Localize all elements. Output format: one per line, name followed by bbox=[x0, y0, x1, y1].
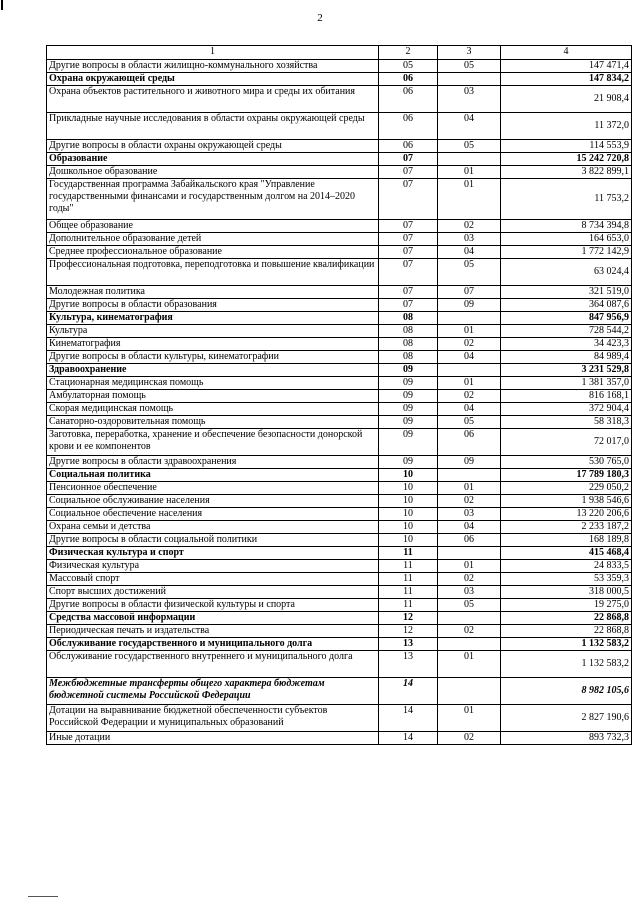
row-subsection-code: 01 bbox=[438, 482, 501, 495]
table-row-section bbox=[47, 612, 632, 625]
row-subsection-code: 05 bbox=[438, 599, 501, 612]
row-section-code: 07 bbox=[379, 220, 438, 233]
row-name: Другие вопросы в области образования bbox=[47, 299, 379, 312]
row-amount: 15 242 720,8 bbox=[501, 153, 632, 166]
row-section-code: 10 bbox=[379, 482, 438, 495]
row-section-code: 08 bbox=[379, 338, 438, 351]
row-name: Другие вопросы в области жилищно-коммунального хозяйства bbox=[47, 60, 379, 73]
row-section-code: 10 bbox=[379, 495, 438, 508]
row-amount: 34 423,3 bbox=[501, 338, 632, 351]
row-amount: 53 359,3 bbox=[501, 573, 632, 586]
row-amount: 415 468,4 bbox=[501, 547, 632, 560]
table-row bbox=[47, 86, 632, 113]
row-name: Охрана объектов растительного и животного мира и среды их обитания bbox=[47, 86, 379, 113]
table-row bbox=[47, 338, 632, 351]
row-subsection-code: 09 bbox=[438, 299, 501, 312]
table-row-section bbox=[47, 364, 632, 377]
row-name: Кинематография bbox=[47, 338, 379, 351]
table-row bbox=[47, 560, 632, 573]
row-subsection-code: 04 bbox=[438, 403, 501, 416]
row-section-code: 06 bbox=[379, 113, 438, 140]
table-row bbox=[47, 429, 632, 456]
row-section-code: 10 bbox=[379, 469, 438, 482]
table-row bbox=[47, 246, 632, 259]
row-amount: 2 827 190,6 bbox=[501, 705, 632, 732]
row-subsection-code bbox=[438, 73, 501, 86]
table-row-section bbox=[47, 73, 632, 86]
row-subsection-code: 06 bbox=[438, 429, 501, 456]
table-row bbox=[47, 456, 632, 469]
row-name: Обслуживание государственного и муниципального долга bbox=[47, 638, 379, 651]
row-amount: 24 833,5 bbox=[501, 560, 632, 573]
table-row bbox=[47, 521, 632, 534]
table-row bbox=[47, 325, 632, 338]
row-amount: 8 734 394,8 bbox=[501, 220, 632, 233]
row-section-code: 07 bbox=[379, 153, 438, 166]
row-section-code: 09 bbox=[379, 429, 438, 456]
row-name: Физическая культура и спорт bbox=[47, 547, 379, 560]
table-row bbox=[47, 179, 632, 220]
table-row-section bbox=[47, 547, 632, 560]
column-header-amount: 4 bbox=[501, 46, 632, 60]
row-amount: 164 653,0 bbox=[501, 233, 632, 246]
column-header-name: 1 bbox=[47, 46, 379, 60]
row-section-code: 07 bbox=[379, 166, 438, 179]
row-section-code: 14 bbox=[379, 678, 438, 705]
row-name: Среднее профессиональное образование bbox=[47, 246, 379, 259]
row-amount: 372 904,4 bbox=[501, 403, 632, 416]
row-name: Здравоохранение bbox=[47, 364, 379, 377]
row-subsection-code: 02 bbox=[438, 390, 501, 403]
row-name: Физическая культура bbox=[47, 560, 379, 573]
row-section-code: 11 bbox=[379, 599, 438, 612]
table-row bbox=[47, 113, 632, 140]
row-subsection-code: 09 bbox=[438, 456, 501, 469]
row-amount: 72 017,0 bbox=[501, 429, 632, 456]
row-name: Культура bbox=[47, 325, 379, 338]
table-row bbox=[47, 482, 632, 495]
table-row bbox=[47, 599, 632, 612]
table-row bbox=[47, 60, 632, 73]
row-subsection-code bbox=[438, 678, 501, 705]
table-row bbox=[47, 233, 632, 246]
row-subsection-code: 02 bbox=[438, 495, 501, 508]
row-section-code: 09 bbox=[379, 403, 438, 416]
table-row bbox=[47, 377, 632, 390]
row-name: Молодежная политика bbox=[47, 286, 379, 299]
row-subsection-code: 01 bbox=[438, 179, 501, 220]
row-subsection-code: 05 bbox=[438, 60, 501, 73]
row-name: Образование bbox=[47, 153, 379, 166]
row-section-code: 07 bbox=[379, 233, 438, 246]
row-subsection-code: 02 bbox=[438, 573, 501, 586]
row-name: Обслуживание государственного внутреннего и муниципального долга bbox=[47, 651, 379, 678]
row-name: Охрана окружающей среды bbox=[47, 73, 379, 86]
row-amount: 1 132 583,2 bbox=[501, 651, 632, 678]
row-name: Санаторно-оздоровительная помощь bbox=[47, 416, 379, 429]
row-name: Социальное обеспечение населения bbox=[47, 508, 379, 521]
row-name: Другие вопросы в области охраны окружающей среды bbox=[47, 140, 379, 153]
row-amount: 3 822 899,1 bbox=[501, 166, 632, 179]
row-amount: 318 000,5 bbox=[501, 586, 632, 599]
row-amount: 11 372,0 bbox=[501, 113, 632, 140]
table-row bbox=[47, 220, 632, 233]
row-name: Заготовка, переработка, хранение и обеспечение безопасности донорской крови и ее компонентов bbox=[47, 429, 379, 456]
table-row bbox=[47, 390, 632, 403]
table-row bbox=[47, 508, 632, 521]
row-subsection-code bbox=[438, 638, 501, 651]
row-amount: 229 050,2 bbox=[501, 482, 632, 495]
row-subsection-code: 05 bbox=[438, 416, 501, 429]
row-name: Прикладные научные исследования в области охраны окружающей среды bbox=[47, 113, 379, 140]
row-amount: 8 982 105,6 bbox=[501, 678, 632, 705]
row-amount: 1 772 142,9 bbox=[501, 246, 632, 259]
row-amount: 1 132 583,2 bbox=[501, 638, 632, 651]
table-row-section bbox=[47, 638, 632, 651]
row-amount: 530 765,0 bbox=[501, 456, 632, 469]
table-row bbox=[47, 705, 632, 732]
column-header-subsection: 3 bbox=[438, 46, 501, 60]
corner-mark bbox=[1, 0, 3, 10]
row-subsection-code: 01 bbox=[438, 705, 501, 732]
table-row bbox=[47, 259, 632, 286]
row-section-code: 05 bbox=[379, 60, 438, 73]
row-amount: 728 544,2 bbox=[501, 325, 632, 338]
header-row bbox=[47, 46, 632, 60]
row-amount: 147 834,2 bbox=[501, 73, 632, 86]
row-section-code: 07 bbox=[379, 259, 438, 286]
row-subsection-code: 05 bbox=[438, 259, 501, 286]
row-subsection-code: 02 bbox=[438, 338, 501, 351]
row-name: Спорт высших достижений bbox=[47, 586, 379, 599]
row-section-code: 06 bbox=[379, 86, 438, 113]
row-subsection-code: 04 bbox=[438, 351, 501, 364]
row-section-code: 09 bbox=[379, 377, 438, 390]
row-name: Социальное обслуживание населения bbox=[47, 495, 379, 508]
row-name: Стационарная медицинская помощь bbox=[47, 377, 379, 390]
row-section-code: 13 bbox=[379, 651, 438, 678]
row-name: Межбюджетные трансферты общего характера бюджетам бюджетной системы Российской Федерации bbox=[47, 678, 379, 705]
row-section-code: 09 bbox=[379, 416, 438, 429]
row-subsection-code: 01 bbox=[438, 166, 501, 179]
row-section-code: 13 bbox=[379, 638, 438, 651]
table-row bbox=[47, 534, 632, 547]
row-amount: 2 233 187,2 bbox=[501, 521, 632, 534]
row-subsection-code: 03 bbox=[438, 508, 501, 521]
row-name: Другие вопросы в области физической культуры и спорта bbox=[47, 599, 379, 612]
table-row bbox=[47, 573, 632, 586]
row-amount: 22 868,8 bbox=[501, 612, 632, 625]
row-subsection-code: 02 bbox=[438, 732, 501, 745]
row-subsection-code: 04 bbox=[438, 246, 501, 259]
row-section-code: 11 bbox=[379, 547, 438, 560]
row-subsection-code: 03 bbox=[438, 586, 501, 599]
column-header-section: 2 bbox=[379, 46, 438, 60]
row-subsection-code bbox=[438, 153, 501, 166]
row-name: Иные дотации bbox=[47, 732, 379, 745]
row-amount: 893 732,3 bbox=[501, 732, 632, 745]
row-section-code: 08 bbox=[379, 325, 438, 338]
row-section-code: 14 bbox=[379, 705, 438, 732]
table-row bbox=[47, 586, 632, 599]
row-subsection-code: 02 bbox=[438, 220, 501, 233]
row-name: Массовый спорт bbox=[47, 573, 379, 586]
row-section-code: 11 bbox=[379, 586, 438, 599]
row-subsection-code: 01 bbox=[438, 560, 501, 573]
row-amount: 58 318,3 bbox=[501, 416, 632, 429]
row-name: Другие вопросы в области культуры, кинематографии bbox=[47, 351, 379, 364]
row-amount: 3 231 529,8 bbox=[501, 364, 632, 377]
row-name: Амбулаторная помощь bbox=[47, 390, 379, 403]
row-section-code: 08 bbox=[379, 312, 438, 325]
row-subsection-code: 03 bbox=[438, 233, 501, 246]
row-section-code: 09 bbox=[379, 456, 438, 469]
row-section-code: 07 bbox=[379, 179, 438, 220]
row-subsection-code bbox=[438, 364, 501, 377]
row-amount: 13 220 206,6 bbox=[501, 508, 632, 521]
row-subsection-code: 01 bbox=[438, 377, 501, 390]
table-row bbox=[47, 166, 632, 179]
row-name: Охрана семьи и детства bbox=[47, 521, 379, 534]
row-section-code: 08 bbox=[379, 351, 438, 364]
row-amount: 114 553,9 bbox=[501, 140, 632, 153]
row-amount: 147 471,4 bbox=[501, 60, 632, 73]
row-subsection-code: 07 bbox=[438, 286, 501, 299]
row-section-code: 07 bbox=[379, 299, 438, 312]
table-row bbox=[47, 651, 632, 678]
row-name: Пенсионное обеспечение bbox=[47, 482, 379, 495]
row-subsection-code: 05 bbox=[438, 140, 501, 153]
table-row bbox=[47, 732, 632, 745]
row-amount: 847 956,9 bbox=[501, 312, 632, 325]
row-subsection-code bbox=[438, 312, 501, 325]
row-section-code: 14 bbox=[379, 732, 438, 745]
table-row bbox=[47, 299, 632, 312]
table-row-section bbox=[47, 469, 632, 482]
row-name: Дошкольное образование bbox=[47, 166, 379, 179]
row-name: Дополнительное образование детей bbox=[47, 233, 379, 246]
row-amount: 168 189,8 bbox=[501, 534, 632, 547]
row-section-code: 12 bbox=[379, 612, 438, 625]
budget-table bbox=[46, 45, 632, 745]
row-section-code: 07 bbox=[379, 246, 438, 259]
row-section-code: 07 bbox=[379, 286, 438, 299]
row-amount: 1 381 357,0 bbox=[501, 377, 632, 390]
budget-table-body bbox=[47, 46, 632, 745]
row-subsection-code: 04 bbox=[438, 521, 501, 534]
row-amount: 321 519,0 bbox=[501, 286, 632, 299]
row-amount: 11 753,2 bbox=[501, 179, 632, 220]
row-amount: 816 168,1 bbox=[501, 390, 632, 403]
row-name: Профессиональная подготовка, переподготовка и повышение квалификации bbox=[47, 259, 379, 286]
row-name: Средства массовой информации bbox=[47, 612, 379, 625]
row-amount: 17 789 180,3 bbox=[501, 469, 632, 482]
row-name: Общее образование bbox=[47, 220, 379, 233]
table-row-section bbox=[47, 678, 632, 705]
row-amount: 22 868,8 bbox=[501, 625, 632, 638]
table-row-section bbox=[47, 153, 632, 166]
row-section-code: 06 bbox=[379, 140, 438, 153]
row-subsection-code: 03 bbox=[438, 86, 501, 113]
row-name: Скорая медицинская помощь bbox=[47, 403, 379, 416]
row-section-code: 09 bbox=[379, 364, 438, 377]
row-amount: 19 275,0 bbox=[501, 599, 632, 612]
row-section-code: 10 bbox=[379, 508, 438, 521]
row-subsection-code: 02 bbox=[438, 625, 501, 638]
footer-rule bbox=[28, 896, 58, 897]
table-row bbox=[47, 351, 632, 364]
row-name: Социальная политика bbox=[47, 469, 379, 482]
table-row bbox=[47, 495, 632, 508]
row-subsection-code: 01 bbox=[438, 325, 501, 338]
row-section-code: 11 bbox=[379, 560, 438, 573]
row-amount: 84 989,4 bbox=[501, 351, 632, 364]
row-amount: 1 938 546,6 bbox=[501, 495, 632, 508]
row-name: Государственная программа Забайкальского края "Управление государственными финансами и государственным долгом на 2014–2020 годы" bbox=[47, 179, 379, 220]
row-subsection-code: 04 bbox=[438, 113, 501, 140]
row-amount: 364 087,6 bbox=[501, 299, 632, 312]
row-name: Дотации на выравнивание бюджетной обеспеченности субъектов Российской Федерации и муниципальных образований bbox=[47, 705, 379, 732]
row-subsection-code bbox=[438, 547, 501, 560]
row-subsection-code bbox=[438, 469, 501, 482]
row-subsection-code: 01 bbox=[438, 651, 501, 678]
row-name: Другие вопросы в области социальной политики bbox=[47, 534, 379, 547]
table-row-section bbox=[47, 312, 632, 325]
row-section-code: 10 bbox=[379, 521, 438, 534]
table-row bbox=[47, 416, 632, 429]
row-section-code: 09 bbox=[379, 390, 438, 403]
row-section-code: 12 bbox=[379, 625, 438, 638]
table-row bbox=[47, 140, 632, 153]
table-row bbox=[47, 286, 632, 299]
row-section-code: 10 bbox=[379, 534, 438, 547]
row-section-code: 06 bbox=[379, 73, 438, 86]
table-row bbox=[47, 625, 632, 638]
row-name: Периодическая печать и издательства bbox=[47, 625, 379, 638]
row-name: Культура, кинематография bbox=[47, 312, 379, 325]
row-name: Другие вопросы в области здравоохранения bbox=[47, 456, 379, 469]
row-subsection-code bbox=[438, 612, 501, 625]
page-number: 2 bbox=[317, 12, 323, 24]
row-amount: 63 024,4 bbox=[501, 259, 632, 286]
row-amount: 21 908,4 bbox=[501, 86, 632, 113]
table-row bbox=[47, 403, 632, 416]
row-section-code: 11 bbox=[379, 573, 438, 586]
row-subsection-code: 06 bbox=[438, 534, 501, 547]
